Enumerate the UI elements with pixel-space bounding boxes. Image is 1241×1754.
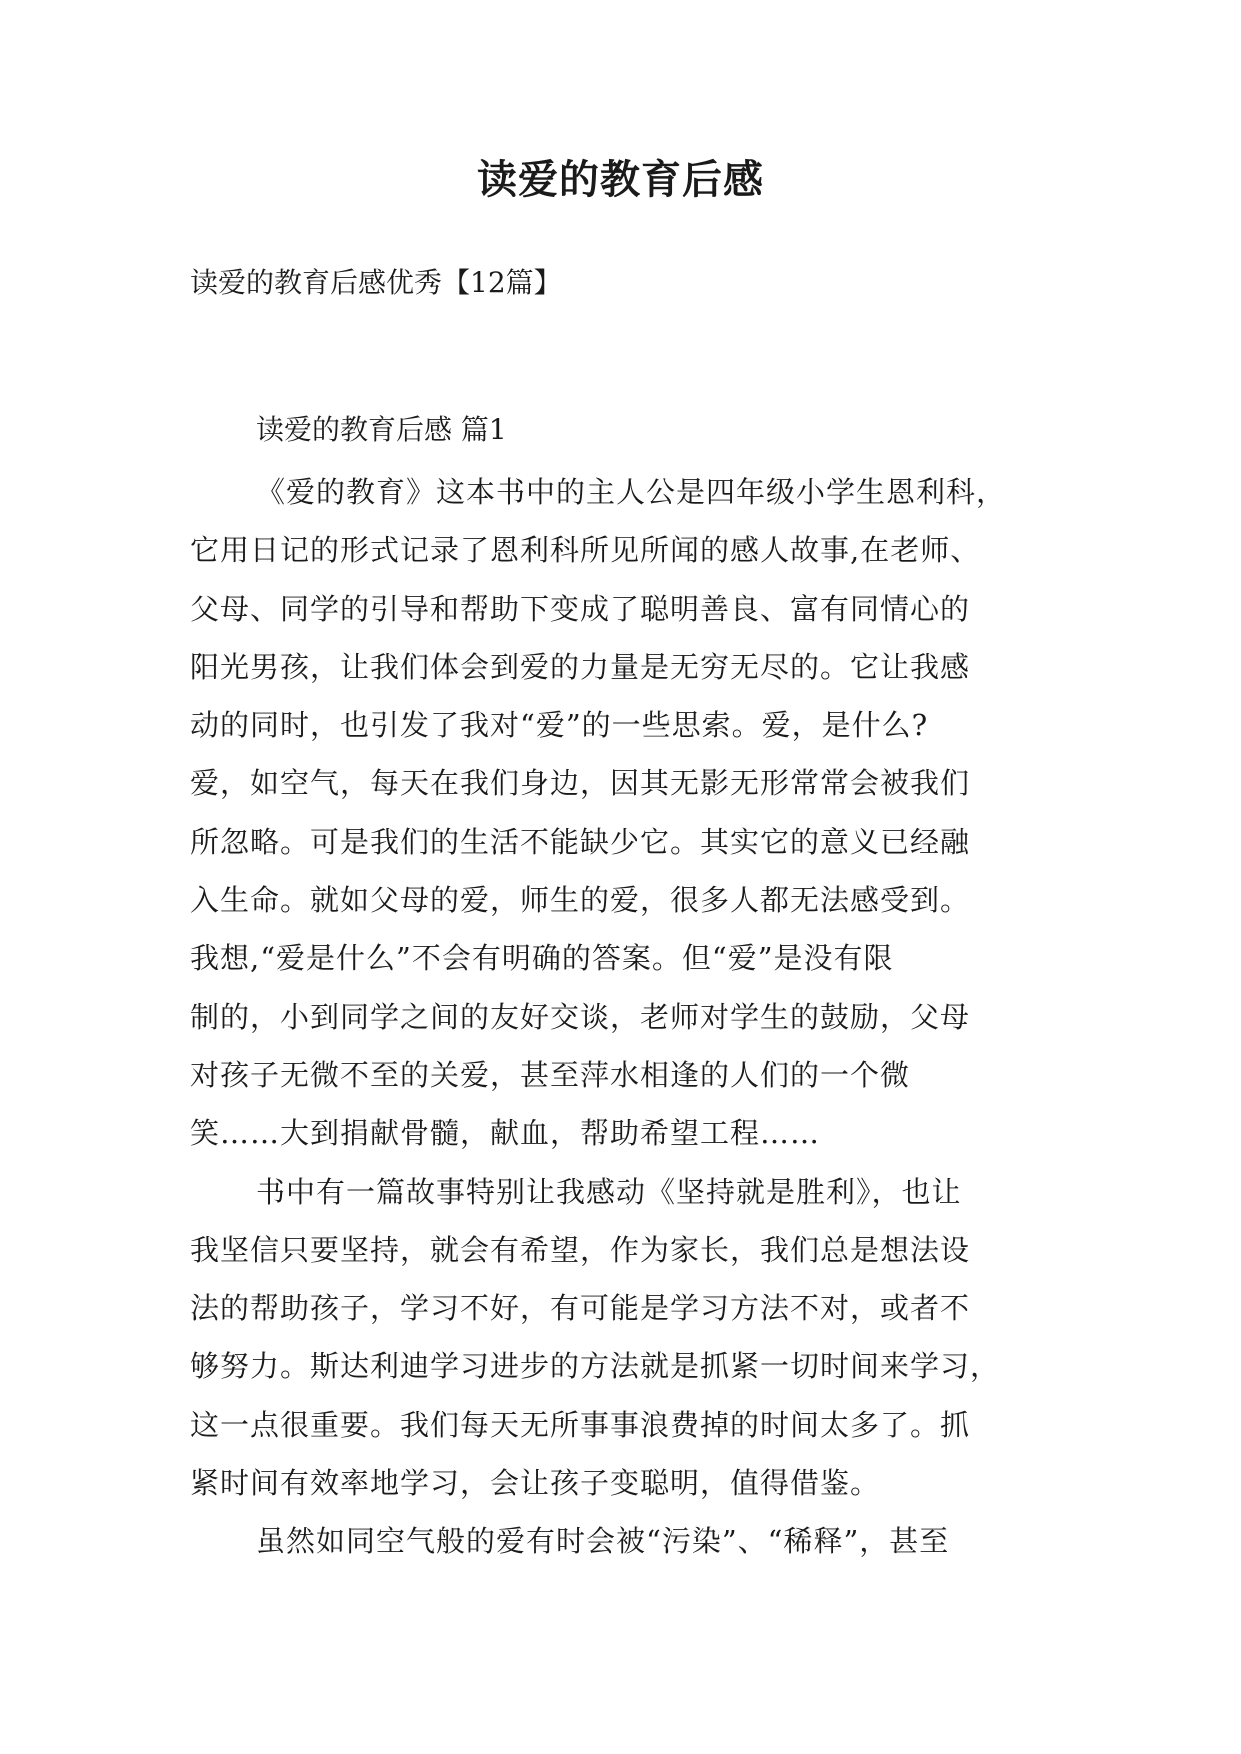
paragraph-line: 这一点很重要。我们每天无所事事浪费掉的时间太多了。抓 <box>190 1407 971 1442</box>
paragraph-line: 《爱的教育》这本书中的主人公是四年级小学生恩利科， <box>256 475 1007 509</box>
paragraph-line: 入生命。就如父母的爱，师生的爱，很多人都无法感受到。 <box>190 883 971 918</box>
document-title: 读爱的教育后感 <box>477 156 764 203</box>
paragraph <box>190 1163 1070 1513</box>
paragraph-line: 虽然如同空气般的爱有时会被“污染”、“稀释”，甚至 <box>256 1524 950 1559</box>
paragraph-line: 所忽略。可是我们的生活不能缺少它。其实它的意义已经融 <box>190 824 971 859</box>
section-heading: 读爱的教育后感 篇1 <box>256 413 507 446</box>
paragraph-line: 笑……大到捐献骨髓，献血，帮助希望工程…… <box>190 1116 821 1151</box>
paragraph-line: 法的帮助孩子，学习不好，有可能是学习方法不对，或者不 <box>190 1291 971 1326</box>
paragraph-line: 爱，如空气，每天在我们身边，因其无影无形常常会被我们 <box>190 766 971 801</box>
paragraph-line: 我想,“爱是什么”不会有明确的答案。但“爱”是没有限 <box>190 941 894 976</box>
paragraph-line: 对孩子无微不至的关爱，甚至萍水相逢的人们的一个微 <box>190 1057 911 1092</box>
paragraph <box>190 1512 1070 1570</box>
document-subtitle: 读爱的教育后感优秀【12篇】 <box>190 266 562 299</box>
paragraph-line: 父母、同学的引导和帮助下变成了聪明善良、富有同情心的 <box>190 591 971 626</box>
paragraph-line: 阳光男孩，让我们体会到爱的力量是无穷无尽的。它让我感 <box>190 649 971 684</box>
paragraph-line: 它用日记的形式记录了恩利科所见所闻的感人故事,在老师、 <box>190 533 981 568</box>
paragraph-line: 制的，小到同学之间的友好交谈，老师对学生的鼓励，父母 <box>190 999 971 1034</box>
body-text <box>190 463 1070 1571</box>
paragraph-line: 动的同时，也引发了我对“爱”的一些思索。爱，是什么? <box>190 708 929 743</box>
paragraph-line: 我坚信只要坚持，就会有希望，作为家长，我们总是想法设 <box>190 1232 971 1267</box>
paragraph-line: 书中有一篇故事特别让我感动《坚持就是胜利》，也让 <box>256 1174 962 1209</box>
paragraph-line: 够努力。斯达利迪学习进步的方法就是抓紧一切时间来学习， <box>190 1349 1001 1384</box>
paragraph <box>190 463 1070 1163</box>
paragraph-line: 紧时间有效率地学习，会让孩子变聪明，值得借鉴。 <box>190 1466 881 1501</box>
